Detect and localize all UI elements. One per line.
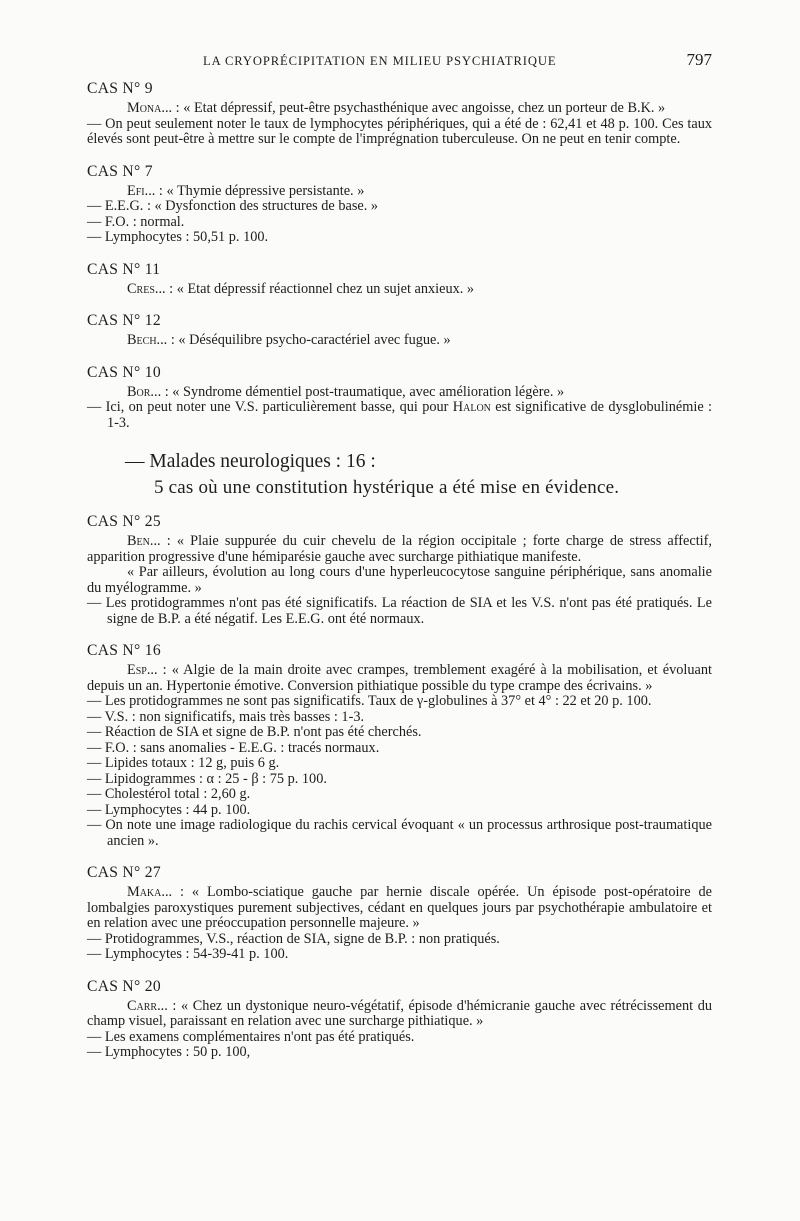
patient-name: Cres... — [127, 280, 166, 297]
case-line — [87, 282, 712, 298]
case-line — [87, 803, 712, 819]
case-heading: CAS N° 12 — [87, 312, 161, 329]
section-heading-block — [87, 451, 712, 499]
case-heading: CAS N° 9 — [87, 80, 153, 97]
case-heading: CAS N° 16 — [87, 642, 161, 659]
case-heading: CAS N° 10 — [87, 363, 161, 381]
case-block — [87, 978, 712, 1061]
line-text: — Lymphocytes : 44 p. 100. — [87, 801, 251, 818]
page-header — [0, 52, 800, 72]
patient-name: Bor... — [127, 383, 162, 400]
case-block — [87, 261, 712, 298]
patient-name: Mona... — [127, 100, 173, 116]
line-text: : « Plaie suppurée du cuir chevelu de la région occipitale ; forte charge de stress affectif, apparition progressive d'une hémiparésie gauche avec surcharge pithiatique manifeste. — [87, 533, 712, 565]
section-subtitle: 5 cas où une constitution hystérique a été mise en évidence. — [154, 477, 620, 498]
patient-name: Ben... — [127, 533, 161, 549]
line-text: — Réaction de SIA et signe de B.P. n'ont pas été cherchés. — [87, 724, 422, 740]
case-line — [87, 199, 712, 215]
line-text: : « Thymie dépressive persistante. » — [155, 182, 365, 199]
case-list-bottom — [87, 513, 712, 1061]
line-text: — On note une image radiologique du rachis cervical évoquant « un processus arthrosique post-traumatique ancien ». — [87, 817, 712, 849]
case-line — [87, 741, 712, 757]
case-line — [87, 947, 712, 963]
case-line — [87, 101, 712, 117]
line-text: — Les protidogrammes ne sont pas significatifs. Taux de γ-globulines à 37° et 4° : 22 et 20 p. 100. — [87, 693, 652, 709]
case-line — [87, 333, 712, 349]
line-text: — E.E.G. : « Dysfonction des structures de base. » — [87, 198, 379, 214]
case-line — [87, 885, 712, 932]
case-block — [87, 864, 712, 963]
line-text: — Cholestérol total : 2,60 g. — [87, 786, 251, 802]
case-heading: CAS N° 20 — [87, 977, 161, 995]
case-heading: CAS N° 25 — [87, 513, 161, 530]
patient-name: Maka... — [127, 884, 173, 900]
line-text: : « Etat dépressif réactionnel chez un sujet anxieux. » — [165, 280, 475, 297]
case-line — [87, 184, 712, 200]
case-heading: CAS N° 27 — [87, 864, 161, 881]
case-line — [87, 694, 712, 710]
line-text: — F.O. : sans anomalies - E.E.G. : tracés normaux. — [87, 739, 380, 756]
line-text: — Lymphocytes : 54-39-41 p. 100. — [87, 946, 289, 962]
case-block — [87, 80, 712, 148]
case-line — [87, 999, 712, 1030]
line-text: : « Syndrome démentiel post-traumatique, avec amélioration légère. » — [161, 383, 565, 400]
case-line — [87, 565, 712, 596]
page-number: 797 — [686, 50, 712, 69]
line-text: — Lymphocytes : 50 p. 100, — [87, 1044, 251, 1060]
line-text: — Ici, on peut noter une V.S. particulièrement basse, qui pour — [87, 399, 453, 415]
case-line — [87, 932, 712, 948]
case-line — [87, 818, 712, 849]
line-text: « Par ailleurs, évolution au long cours d'une hyperleucocytose sanguine périphérique, sans anomalie du myélogramme. » — [87, 564, 712, 596]
section-title: — Malades neurologiques : 16 : — [125, 451, 376, 472]
patient-name: Efi... — [127, 182, 156, 199]
case-block — [87, 642, 712, 849]
case-line — [87, 534, 712, 565]
line-text: — Lipides totaux : 12 g, puis 6 g. — [87, 755, 280, 771]
case-block — [87, 364, 712, 432]
line-text: — F.O. : normal. — [87, 213, 185, 230]
line-text: — Les protidogrammes n'ont pas été significatifs. La réaction de SIA et les V.S. n'ont pas été pratiqués. Le signe de B.P. a été négatif. Les E.E.G. ont été normaux. — [87, 595, 712, 627]
case-line — [87, 756, 712, 772]
line-text: : « Chez un dystonique neuro-végétatif, épisode d'hémicranie gauche avec rétrécissement du champ visuel, paraissant en relation avec une surcharge pithiatique. » — [87, 997, 712, 1029]
case-heading: CAS N° 11 — [87, 260, 161, 278]
case-line — [87, 772, 712, 788]
patient-name: Carr... — [127, 997, 168, 1014]
case-line — [87, 1030, 712, 1046]
case-line — [87, 1045, 712, 1061]
running-title: LA CRYOPRÉCIPITATION EN MILIEU PSYCHIATRIQUE — [203, 54, 557, 68]
case-block — [87, 312, 712, 349]
case-line — [87, 385, 712, 401]
case-line — [87, 117, 712, 148]
case-heading: CAS N° 7 — [87, 162, 153, 180]
case-block — [87, 163, 712, 246]
case-list-top — [87, 80, 712, 431]
line-text: : « Lombo-sciatique gauche par hernie discale opérée. Un épisode post-opératoire de lombalgies paroxystiques purement subjectives, cédant en quelques jours par psychothérapie ambulatoire et en relation avec une préoccupation personnelle majeure. » — [87, 884, 712, 931]
case-line — [87, 596, 712, 627]
line-text: : « Déséquilibre psycho-caractériel avec fugue. » — [167, 332, 451, 348]
case-line — [87, 725, 712, 741]
page-body — [87, 80, 712, 1076]
line-text: — V.S. : non significatifs, mais très basses : 1-3. — [87, 708, 365, 725]
author-name: Halon — [452, 399, 491, 415]
line-text: : « Etat dépressif, peut-être psychasthénique avec angoisse, chez un porteur de B.K. » — [172, 100, 666, 116]
patient-name: Esp... — [127, 662, 158, 678]
case-line — [87, 787, 712, 803]
line-text: — Lymphocytes : 50,51 p. 100. — [87, 229, 269, 245]
line-text: — Les examens complémentaires n'ont pas été pratiqués. — [87, 1028, 415, 1045]
line-text: — On peut seulement noter le taux de lymphocytes périphériques, qui a été de : 62,41 et 48 p. 100. Ces taux élevés sont peut-être à mettre sur le compte de l'imprégnation tuberculeuse. On ne peut en tenir compte. — [87, 115, 712, 147]
line-text: — Lipidogrammes : α : 25 - β : 75 p. 100. — [87, 770, 327, 787]
line-text: : « Algie de la main droite avec crampes, tremblement exagéré à la mobilisation, et évoluant depuis un an. Hypertonie émotive. Conversion pithiatique possible du type crampe des écrivains. » — [87, 662, 712, 694]
line-text: est significative de dysglobulinémie : 1-3. — [107, 399, 712, 431]
case-line — [87, 230, 712, 246]
case-line — [87, 400, 712, 431]
case-line — [87, 215, 712, 231]
case-line — [87, 710, 712, 726]
case-block — [87, 513, 712, 627]
line-text: — Protidogrammes, V.S., réaction de SIA, signe de B.P. : non pratiqués. — [87, 930, 500, 947]
patient-name: Bech... — [127, 332, 168, 348]
case-line — [87, 663, 712, 694]
